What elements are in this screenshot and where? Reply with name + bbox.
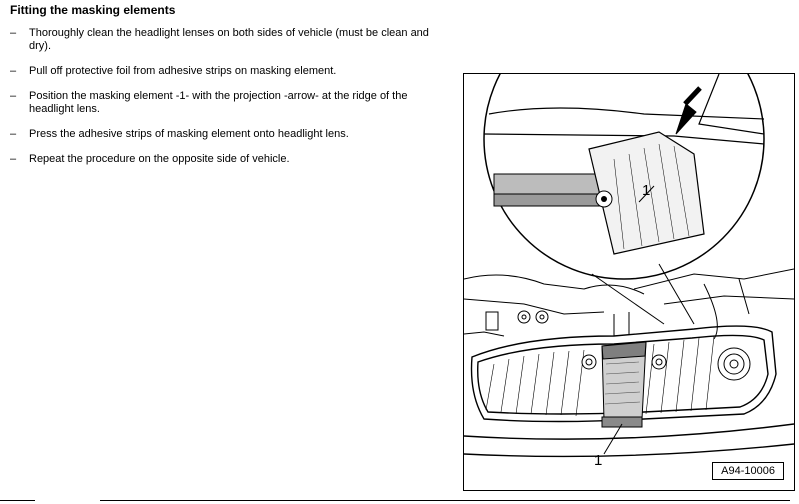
callout-label: 1 xyxy=(594,452,603,469)
headlight-drawing xyxy=(464,74,794,490)
step-bullet: – xyxy=(10,90,17,102)
footer-rule xyxy=(100,500,790,501)
step-text: Thoroughly clean the headlight lenses on both sides of vehicle (must be clean and dry). xyxy=(29,27,429,52)
instruction-step xyxy=(10,128,450,141)
masking-element xyxy=(602,342,646,427)
instruction-step xyxy=(10,27,450,53)
step-bullet: – xyxy=(10,65,17,77)
step-text: Repeat the procedure on the opposite side of vehicle. xyxy=(29,153,290,165)
instruction-step xyxy=(10,153,450,166)
step-text: Pull off protective foil from adhesive strips on masking element. xyxy=(29,65,337,77)
step-bullet: – xyxy=(10,27,17,39)
step-text: Position the masking element -1- with the projection -arrow- at the ridge of the headlight lens. xyxy=(29,90,408,115)
figure-id-label: A94-10006 xyxy=(712,462,784,480)
step-text: Press the adhesive strips of masking element onto headlight lens. xyxy=(29,128,349,140)
section-title: Fitting the masking elements xyxy=(10,3,176,17)
instruction-list xyxy=(10,27,450,178)
headlight-illustration xyxy=(463,73,795,491)
step-bullet: – xyxy=(10,128,17,140)
instruction-step xyxy=(10,90,450,116)
step-bullet: – xyxy=(10,153,17,165)
footer-rule xyxy=(0,500,35,501)
callout-label: 1 xyxy=(642,182,651,199)
instruction-step xyxy=(10,65,450,78)
lens-hatching xyxy=(486,336,714,416)
magnifier-detail xyxy=(484,74,764,279)
